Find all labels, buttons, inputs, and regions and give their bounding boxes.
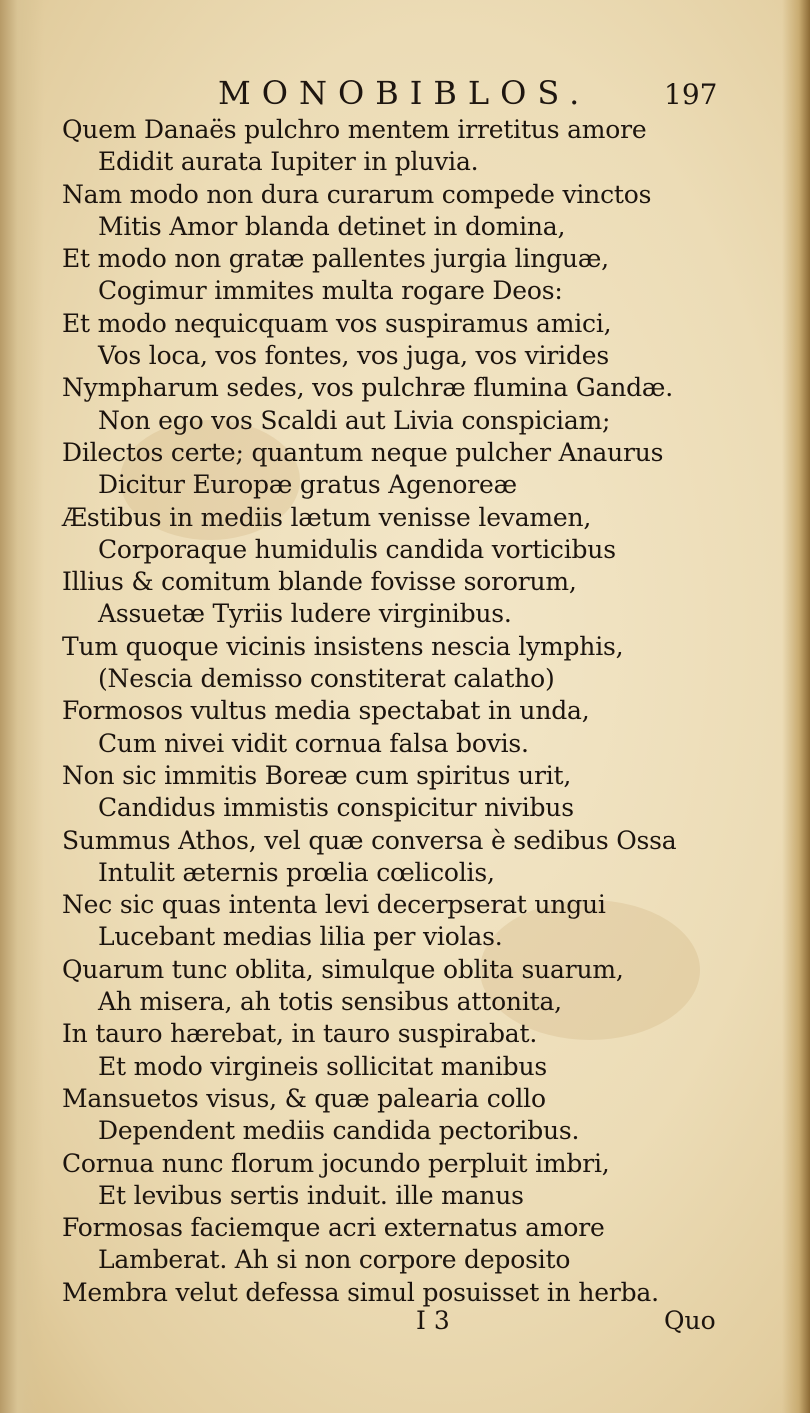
verse-line: Corporaque humidulis candida vorticibus [98, 534, 616, 564]
verse-line: Quem Danaës pulchro mentem irretitus amore [62, 115, 647, 144]
verse-line: Nam modo non dura curarum compede vinctos [62, 179, 652, 209]
verse-text [62, 114, 702, 1309]
verse-line: Assuetæ Tyriis ludere virginibus. [98, 599, 512, 629]
verse-line: Cornua nunc florum jocundo perpluit imbri, [62, 1148, 610, 1178]
verse-line: Illius & comitum blande fovisse sororum, [62, 567, 577, 597]
signature-mark: I 3 [416, 1306, 450, 1335]
verse-line: Intulit æternis prœlia cœlicolis, [98, 857, 495, 887]
verse-line: Et modo virgineis sollicitat manibus [98, 1051, 547, 1081]
verse-line: Æstibus in mediis lætum venisse levamen, [62, 502, 592, 532]
verse-line: Dicitur Europæ gratus Agenoreæ [98, 470, 517, 500]
verse-line: Et levibus sertis induit. ille manus [98, 1180, 524, 1210]
verse-line: Quarum tunc oblita, simulque oblita suarum, [62, 954, 624, 984]
verse-line: Dilectos certe; quantum neque pulcher Anaurus [62, 437, 664, 467]
verse-line: Et modo non gratæ pallentes jurgia linguæ, [62, 244, 609, 274]
verse-line: Nympharum sedes, vos pulchræ flumina Gandæ. [62, 373, 673, 403]
verse-line: Et modo nequicquam vos suspiramus amici, [62, 308, 612, 338]
page-number: 197 [664, 78, 718, 111]
verse-line: Nec sic quas intenta levi decerpserat ungui [62, 890, 606, 920]
verse-line: Candidus immistis conspicitur nivibus [98, 793, 574, 823]
page-gutter-shadow [0, 0, 44, 1413]
verse-line: Formosos vultus media spectabat in unda, [62, 696, 590, 726]
page-footer [0, 1306, 810, 1342]
page-header [0, 74, 810, 114]
running-title: MONOBIBLOS. [218, 74, 591, 112]
verse-line: Non ego vos Scaldi aut Livia conspiciam; [98, 405, 611, 435]
verse-line: Lucebant medias lilia per violas. [98, 922, 503, 952]
verse-line: Lamberat. Ah si non corpore deposito [98, 1245, 571, 1275]
verse-line: Non sic immitis Boreæ cum spiritus urit, [62, 760, 572, 790]
verse-line: (Nescia demisso constiterat calatho) [98, 664, 555, 694]
verse-line: Mansuetos visus, & quæ palearia collo [62, 1083, 546, 1113]
page-edge-shadow [782, 0, 810, 1413]
verse-line: In tauro hærebat, in tauro suspirabat. [62, 1019, 538, 1049]
verse-line: Formosas faciemque acri externatus amore [62, 1213, 605, 1243]
verse-line: Membra velut defessa simul posuisset in herba. [62, 1277, 659, 1307]
verse-line: Vos loca, vos fontes, vos juga, vos virides [98, 341, 610, 371]
verse-line: Tum quoque vicinis insistens nescia lymphis, [62, 631, 624, 661]
verse-line: Cogimur immites multa rogare Deos: [98, 276, 563, 306]
verse-line: Edidit aurata Iupiter in pluvia. [98, 147, 479, 177]
verse-line: Ah misera, ah totis sensibus attonita, [98, 987, 562, 1017]
verse-line: Cum nivei vidit cornua falsa bovis. [98, 728, 529, 758]
verse-line: Mitis Amor blanda detinet in domina, [98, 211, 566, 241]
verse-line: Dependent mediis candida pectoribus. [98, 1116, 580, 1146]
catchword: Quo [664, 1306, 716, 1335]
verse-line: Summus Athos, vel quæ conversa è sedibus Ossa [62, 825, 677, 855]
